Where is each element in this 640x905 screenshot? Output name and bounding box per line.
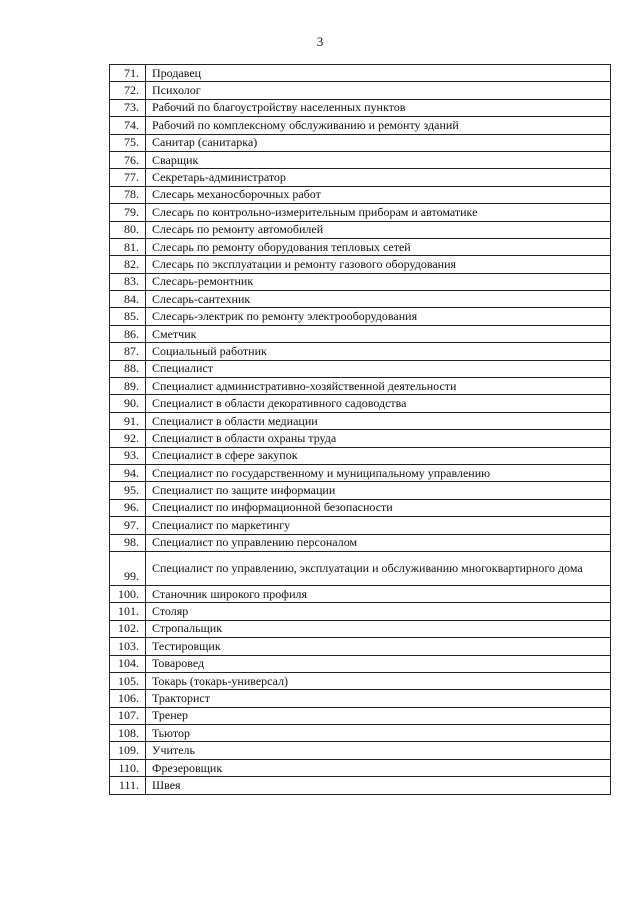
occupation-name: Тракторист [146, 690, 611, 707]
row-number: 89. [110, 378, 146, 395]
occupation-name: Специалист по управлению персоналом [146, 534, 611, 551]
table-row [110, 517, 611, 534]
occupation-name: Сметчик [146, 325, 611, 342]
row-number: 90. [110, 395, 146, 412]
table-row [110, 117, 611, 134]
occupation-name: Слесарь-сантехник [146, 291, 611, 308]
occupation-name: Слесарь-электрик по ремонту электрооборудования [146, 308, 611, 325]
occupation-name: Специалист в сфере закупок [146, 447, 611, 464]
occupation-name: Специалист в области декоративного садоводства [146, 395, 611, 412]
row-number: 109. [110, 742, 146, 759]
occupation-name: Тестировщик [146, 638, 611, 655]
occupation-name: Стропальщик [146, 620, 611, 637]
row-number: 92. [110, 430, 146, 447]
occupation-name: Специалист в области охраны труда [146, 430, 611, 447]
table-row [110, 534, 611, 551]
occupation-name: Слесарь по ремонту автомобилей [146, 221, 611, 238]
table-row [110, 638, 611, 655]
row-number: 82. [110, 256, 146, 273]
occupation-name: Специалист по управлению, эксплуатации и обслуживанию многоквартирного дома [146, 551, 611, 585]
row-number: 76. [110, 151, 146, 168]
table-row [110, 620, 611, 637]
table-row [110, 291, 611, 308]
table-row [110, 99, 611, 116]
row-number: 99. [110, 551, 146, 585]
row-number: 111. [110, 777, 146, 794]
table-row [110, 482, 611, 499]
table-row [110, 221, 611, 238]
row-number: 72. [110, 82, 146, 99]
row-number: 98. [110, 534, 146, 551]
occupation-name: Слесарь по контрольно-измерительным приборам и автоматике [146, 204, 611, 221]
occupation-table [109, 64, 611, 795]
row-number: 74. [110, 117, 146, 134]
table-row [110, 308, 611, 325]
row-number: 108. [110, 725, 146, 742]
occupation-name: Фрезеровщик [146, 759, 611, 776]
table-row [110, 343, 611, 360]
row-number: 105. [110, 672, 146, 689]
occupation-name: Учитель [146, 742, 611, 759]
table-row [110, 65, 611, 82]
occupation-name: Столяр [146, 603, 611, 620]
row-number: 100. [110, 585, 146, 602]
occupation-name: Психолог [146, 82, 611, 99]
row-number: 86. [110, 325, 146, 342]
occupation-name: Рабочий по благоустройству населенных пунктов [146, 99, 611, 116]
table-row [110, 378, 611, 395]
table-row [110, 725, 611, 742]
row-number: 97. [110, 517, 146, 534]
occupation-table-body [110, 65, 611, 795]
occupation-name: Специалист по информационной безопасности [146, 499, 611, 516]
occupation-name: Специалист по защите информации [146, 482, 611, 499]
occupation-name: Токарь (токарь-универсал) [146, 672, 611, 689]
table-row [110, 603, 611, 620]
table-row [110, 151, 611, 168]
table-row [110, 186, 611, 203]
occupation-name: Товаровед [146, 655, 611, 672]
occupation-name: Тьютор [146, 725, 611, 742]
table-row [110, 655, 611, 672]
occupation-name: Рабочий по комплексному обслуживанию и ремонту зданий [146, 117, 611, 134]
table-row [110, 759, 611, 776]
row-number: 87. [110, 343, 146, 360]
row-number: 80. [110, 221, 146, 238]
table-row [110, 742, 611, 759]
row-number: 95. [110, 482, 146, 499]
row-number: 85. [110, 308, 146, 325]
table-row [110, 690, 611, 707]
occupation-name: Слесарь по ремонту оборудования тепловых сетей [146, 238, 611, 255]
table-row [110, 360, 611, 377]
table-row [110, 551, 611, 585]
table-row [110, 256, 611, 273]
occupation-name: Секретарь-администратор [146, 169, 611, 186]
table-row [110, 412, 611, 429]
occupation-name: Станочник широкого профиля [146, 585, 611, 602]
row-number: 88. [110, 360, 146, 377]
occupation-name: Швея [146, 777, 611, 794]
table-row [110, 395, 611, 412]
occupation-name: Специалист в области медиации [146, 412, 611, 429]
table-row [110, 204, 611, 221]
row-number: 94. [110, 464, 146, 481]
table-row [110, 82, 611, 99]
occupation-name: Слесарь механосборочных работ [146, 186, 611, 203]
table-row [110, 325, 611, 342]
row-number: 102. [110, 620, 146, 637]
table-row [110, 169, 611, 186]
row-number: 106. [110, 690, 146, 707]
row-number: 104. [110, 655, 146, 672]
table-row [110, 464, 611, 481]
occupation-name: Специалист административно-хозяйственной деятельности [146, 378, 611, 395]
occupation-name: Специалист [146, 360, 611, 377]
row-number: 71. [110, 65, 146, 82]
table-row [110, 238, 611, 255]
table-row [110, 707, 611, 724]
row-number: 93. [110, 447, 146, 464]
occupation-name: Социальный работник [146, 343, 611, 360]
occupation-name: Специалист по государственному и муниципальному управлению [146, 464, 611, 481]
row-number: 83. [110, 273, 146, 290]
table-row [110, 273, 611, 290]
row-number: 107. [110, 707, 146, 724]
row-number: 73. [110, 99, 146, 116]
row-number: 77. [110, 169, 146, 186]
table-row [110, 777, 611, 794]
table-row [110, 585, 611, 602]
occupation-name: Слесарь по эксплуатации и ремонту газового оборудования [146, 256, 611, 273]
table-row [110, 430, 611, 447]
occupation-name: Специалист по маркетингу [146, 517, 611, 534]
occupation-name: Тренер [146, 707, 611, 724]
occupation-name: Продавец [146, 65, 611, 82]
row-number: 75. [110, 134, 146, 151]
occupation-name: Сварщик [146, 151, 611, 168]
occupation-name: Санитар (санитарка) [146, 134, 611, 151]
occupation-name: Слесарь-ремонтник [146, 273, 611, 290]
row-number: 103. [110, 638, 146, 655]
row-number: 91. [110, 412, 146, 429]
row-number: 96. [110, 499, 146, 516]
row-number: 79. [110, 204, 146, 221]
table-row [110, 447, 611, 464]
row-number: 110. [110, 759, 146, 776]
table-row [110, 672, 611, 689]
table-row [110, 134, 611, 151]
table-row [110, 499, 611, 516]
row-number: 78. [110, 186, 146, 203]
row-number: 101. [110, 603, 146, 620]
row-number: 81. [110, 238, 146, 255]
page-number: 3 [316, 34, 324, 49]
row-number: 84. [110, 291, 146, 308]
